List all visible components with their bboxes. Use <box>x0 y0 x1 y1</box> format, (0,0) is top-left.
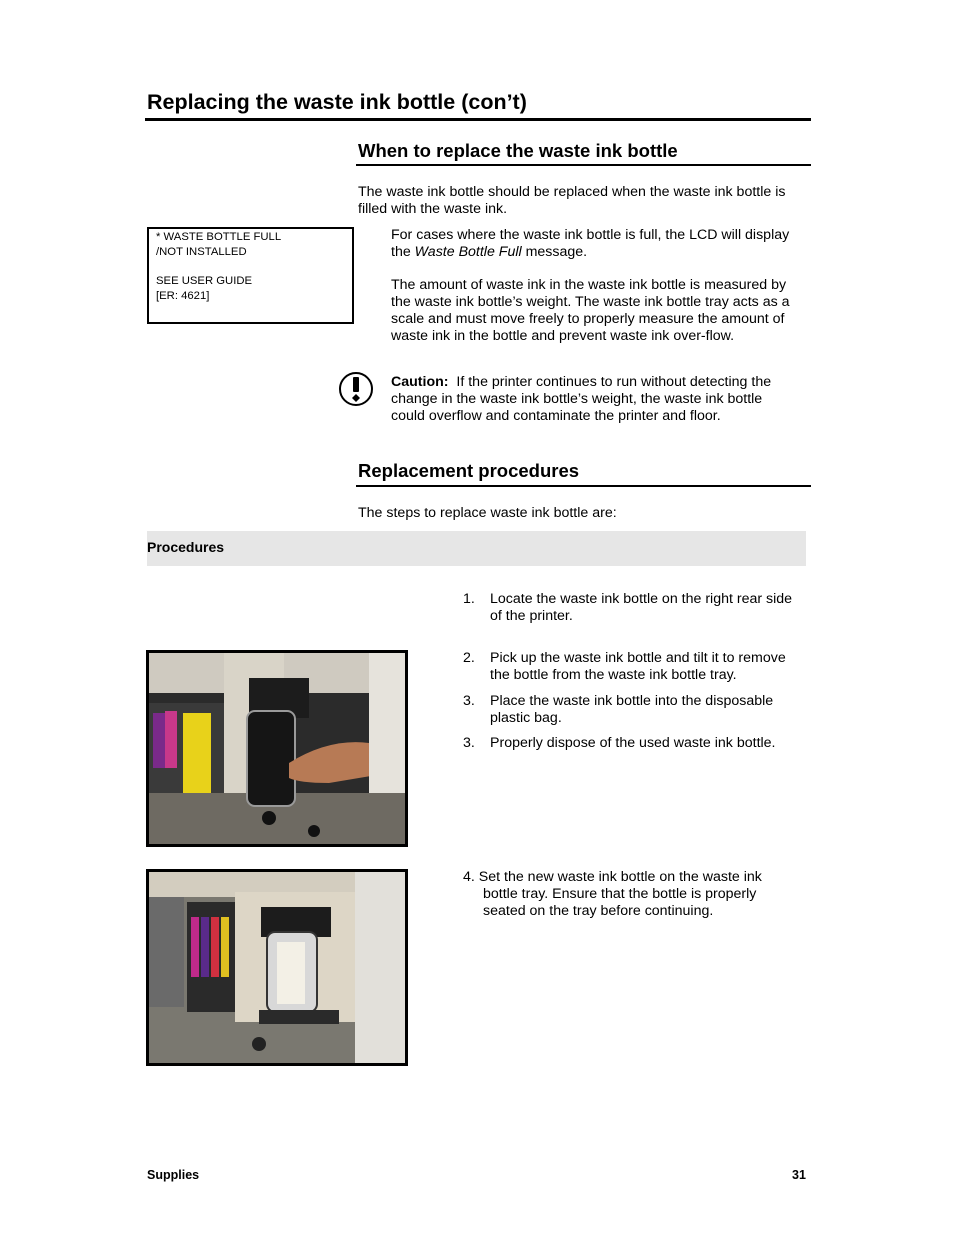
lcd-line: SEE USER GUIDE <box>156 275 253 287</box>
step-line: seated on the tray before continuing. <box>483 903 714 919</box>
page-number: 31 <box>792 1168 806 1182</box>
step-text <box>490 735 810 752</box>
step-line: Properly dispose of the used waste ink bottle. <box>490 735 776 751</box>
step-text <box>490 591 810 625</box>
photo-removing-waste-bottle <box>146 650 408 847</box>
step-number: 3. <box>463 735 475 751</box>
step-line: Locate the waste ink bottle on the right rear side <box>490 591 793 607</box>
paragraph-line: waste ink in the bottle and prevent waste ink over-flow. <box>391 328 735 344</box>
page-title: Replacing the waste ink bottle (con’t) <box>147 90 527 114</box>
step-line: of the printer. <box>490 608 573 624</box>
section-heading-when-to-replace: When to replace the waste ink bottle <box>358 140 678 161</box>
procedures-intro: The steps to replace waste ink bottle are: <box>358 505 617 521</box>
paragraph-line <box>391 244 811 261</box>
step-line: bottle tray. Ensure that the bottle is properly <box>483 886 757 902</box>
text-run: the <box>391 244 415 260</box>
step-number: 1. <box>463 591 475 607</box>
step-number: 3. <box>463 693 475 709</box>
intro-line: filled with the waste ink. <box>358 201 508 217</box>
weight-explanation-paragraph <box>391 277 811 345</box>
intro-line: The waste ink bottle should be replaced when the waste ink bottle is <box>358 184 786 200</box>
lcd-message-name: Waste Bottle Full <box>414 244 522 260</box>
step-4-text <box>463 869 803 920</box>
section-divider <box>356 164 811 166</box>
lcd-line: * WASTE BOTTLE FULL <box>156 231 282 243</box>
paragraph-line: scale and must move freely to properly measure the amount of <box>391 311 785 327</box>
paragraph-line: could overflow and contaminate the printer and floor. <box>391 408 721 424</box>
title-divider <box>145 118 811 121</box>
step-line: Pick up the waste ink bottle and tilt it to remove <box>490 650 786 666</box>
lcd-line: [ER: 4621] <box>156 290 210 302</box>
photo-placing-new-bottle <box>146 869 408 1066</box>
lcd-explanation-paragraph <box>391 227 811 261</box>
paragraph-line: For cases where the waste ink bottle is full, the LCD will display <box>391 227 790 243</box>
text-run: If the printer continues to run without detecting the <box>448 374 772 390</box>
procedures-label: Procedures <box>147 539 225 555</box>
lcd-message-box <box>147 227 354 324</box>
paragraph-line: the waste ink bottle’s weight. The waste ink bottle tray acts as a <box>391 294 790 310</box>
paragraph-line <box>391 374 811 391</box>
step-line: the bottle from the waste ink bottle tray. <box>490 667 737 683</box>
procedures-header-bar <box>147 531 806 566</box>
footer-section-name: Supplies <box>147 1168 200 1182</box>
section-heading-replacement-procedures: Replacement procedures <box>358 460 580 481</box>
text-run: message. <box>521 244 588 260</box>
step-text <box>490 693 810 727</box>
section-divider <box>356 485 811 487</box>
step-number: 2. <box>463 650 475 666</box>
intro-paragraph <box>358 184 808 218</box>
caution-exclamation-icon <box>337 370 375 408</box>
paragraph-line: The amount of waste ink in the waste ink bottle is measured by <box>391 277 787 293</box>
paragraph-line: change in the waste ink bottle’s weight, the waste ink bottle <box>391 391 763 407</box>
caution-label: Caution: <box>391 374 449 390</box>
step-line: plastic bag. <box>490 710 562 726</box>
step-line: Place the waste ink bottle into the disposable <box>490 693 774 709</box>
lcd-line: /NOT INSTALLED <box>156 246 247 258</box>
caution-paragraph <box>391 374 811 425</box>
step-text <box>490 650 810 684</box>
step-line: 4. Set the new waste ink bottle on the waste ink <box>463 869 762 885</box>
